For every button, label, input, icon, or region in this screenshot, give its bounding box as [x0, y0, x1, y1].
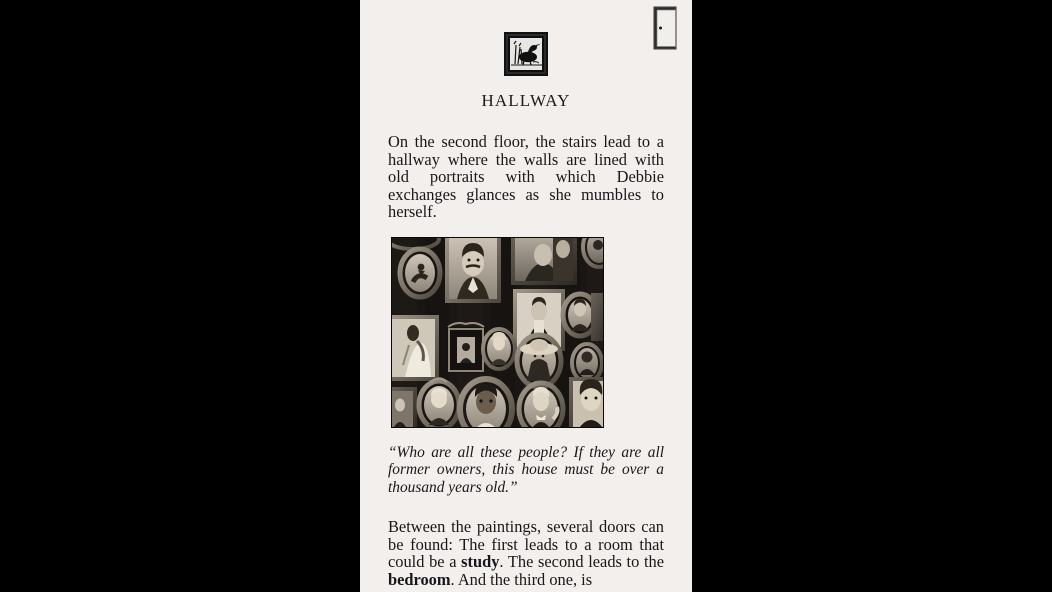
door-icon[interactable]	[653, 6, 677, 50]
portrait-wall-illustration	[391, 237, 604, 428]
character-quote: “Who are all these people? If they are all former owners, this house must be over a thousand years old.”	[388, 443, 664, 496]
keyword-study[interactable]: study	[461, 552, 500, 572]
keyword-bedroom[interactable]: bedroom	[388, 569, 451, 589]
doors-paragraph-part3: . And the third one, is	[450, 569, 593, 589]
story-page	[360, 0, 692, 592]
framed-painting-icon	[503, 31, 549, 77]
doors-paragraph	[388, 518, 664, 588]
story-content-lower	[360, 444, 692, 589]
intro-paragraph: On the second floor, the stairs lead to a hallway where the walls are lined with old portraits with which Debbie exchanges glances as she mumbles to herself.	[388, 132, 664, 222]
story-content	[360, 133, 692, 221]
page-title: HALLWAY	[481, 91, 571, 110]
doors-paragraph-part1: Between the paintings, several doors can be found: The first leads to a room that could be a	[388, 517, 664, 572]
doors-paragraph-part2: . The second leads to the	[499, 552, 664, 572]
